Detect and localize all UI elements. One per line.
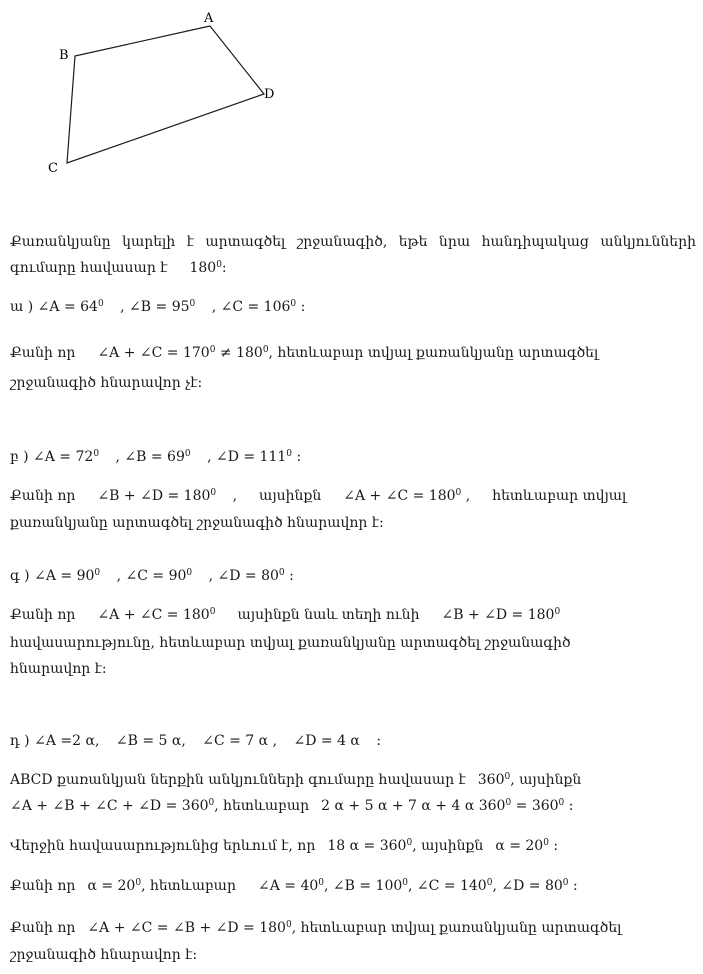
case-b-explanation-2: քառանկյանը արտագծել շրջանագիծ հնարավոր է: [10, 515, 384, 531]
case-b-explanation-1: Քանի որ ∠B + ∠D = $180^0$ , այսինքն ∠A + ∠C = $180^0$ , հետևաբար տվյալ [10, 488, 627, 504]
case-c-explanation-2: հավասարությունը, հետևաբար տվյալ քառանկյանը արտագծել շրջանագիծ [10, 635, 571, 651]
case-c-angles: գ ) ∠A = $90^0$ , ∠C = $90^0$ , ∠D = $80^0$ : [10, 568, 294, 584]
quadrilateral-abcd [67, 26, 264, 163]
case-b-angles: բ ) ∠A = $72^0$ , ∠B = $69^0$ , ∠D = $111^0$ : [10, 449, 302, 465]
case-a-explanation-2: շրջանագիծ հնարավոր չէ: [10, 375, 203, 391]
vertex-label-a: A [204, 11, 214, 26]
vertex-label-c: C [48, 161, 58, 176]
case-c-explanation-1: Քանի որ ∠A + ∠C = $180^0$ այսինքն նաև տեղի ունի ∠B + ∠D = $180^0$ [10, 607, 561, 623]
vertex-label-d: D [264, 87, 275, 102]
case-d-sum-1: ABCD քառանկյան ներքին անկյունների գումարը հավասար է $360^0$, այսինքն [10, 772, 582, 788]
vertex-label-b: B [59, 48, 69, 63]
intro-line-1: Քառանկյանը կարելի է արտագծել շրջանագիծ, եթե նրա հանդիպակաց անկյունների [10, 234, 696, 250]
intro-line-2: գումարը հավասար է $180^0$: [10, 260, 227, 276]
case-d-conclusion-2: շրջանագիծ հնարավոր է: [10, 947, 198, 963]
quadrilateral-figure [0, 0, 300, 185]
case-d-last-equation: Վերջին հավասարությունից երևում է, որ 18 $\alpha = 360^0$, այսինքն $\alpha = 20^0$ : [10, 838, 559, 854]
case-d-sum-2: ∠A + ∠B + ∠C + ∠D = $360^0$, հետևաբար 2 α + 5 α + 7 α + 4 α $360^0 = 360^0$ : [10, 798, 574, 814]
case-a-explanation-1: Քանի որ ∠A + ∠C = $170^0 \ne 180^0$, հետևաբար տվյալ քառանկյանը արտագծել [10, 345, 599, 361]
case-c-explanation-3: հնարավոր է: [10, 661, 107, 677]
case-d-conclusion-1: Քանի որ ∠A + ∠C = ∠B + ∠D = $180^0$, հետևաբար տվյալ քառանկյանը արտագծել [10, 920, 622, 936]
case-d-angles: դ ) ∠A =2 α, ∠B = 5 α, ∠C = 7 α , ∠D = 4 α : [10, 733, 382, 749]
case-a-angles: ա ) ∠A = $64^0$ , ∠B = $95^0$ , ∠C = $106^0$ : [10, 299, 306, 315]
case-d-results: Քանի որ $\alpha = 20^0$, հետևաբար ∠A = $40^0$, ∠B = $100^0$, ∠C = $140^0$, ∠D = $80^0$ : [10, 878, 578, 894]
